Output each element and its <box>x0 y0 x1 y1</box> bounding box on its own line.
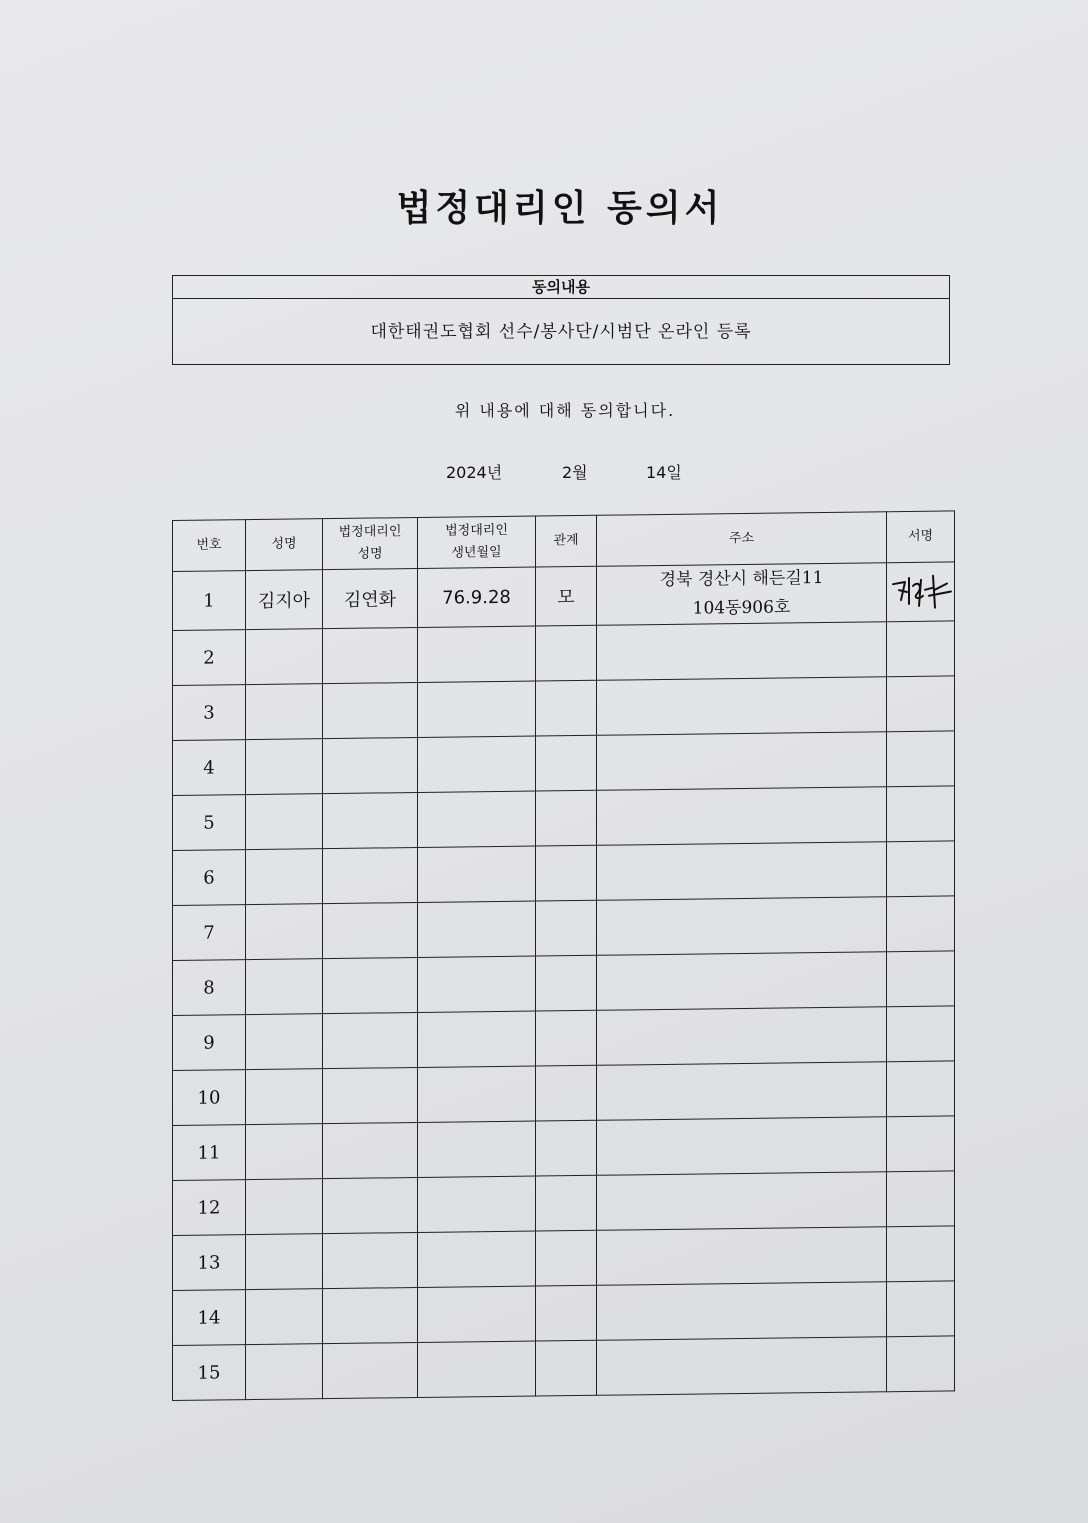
header-guardian-name-line2: 성명 <box>357 546 383 562</box>
cell-guardian-birth <box>418 846 536 902</box>
cell-relation <box>536 1230 597 1286</box>
cell-guardian-birth <box>418 736 536 792</box>
consent-box <box>172 275 950 365</box>
cell-address <box>597 952 887 1011</box>
table-row <box>173 676 955 741</box>
agree-statement: 위 내용에 대해 동의합니다. <box>454 401 676 420</box>
address-line1 <box>597 1364 886 1368</box>
address-line1 <box>597 1034 886 1038</box>
cell-no: 4 <box>173 740 246 796</box>
cell-guardian-birth <box>418 1286 536 1342</box>
cell-guardian-name <box>323 1013 418 1069</box>
cell-no: 14 <box>173 1290 246 1346</box>
cell-guardian-birth <box>418 681 536 737</box>
cell-guardian-birth: 76.9.28 <box>418 567 536 627</box>
cell-name <box>246 1124 323 1180</box>
table-row <box>173 562 955 631</box>
cell-name <box>246 629 323 685</box>
cell-guardian-name <box>323 848 418 904</box>
cell-address <box>597 1062 887 1121</box>
header-guardian-birth-line2: 생년월일 <box>451 544 502 561</box>
cell-address <box>597 1172 887 1231</box>
cell-no: 6 <box>173 850 246 906</box>
cell-address <box>597 897 887 956</box>
cell-guardian-name <box>323 1233 418 1289</box>
address-line2 <box>597 649 886 653</box>
cell-name: 김지아 <box>246 570 323 630</box>
cell-relation <box>536 1175 597 1231</box>
cell-address <box>597 842 887 901</box>
cell-name <box>246 739 323 795</box>
cell-signature <box>887 786 955 842</box>
header-address: 주소 <box>597 512 887 567</box>
header-relation: 관계 <box>536 515 597 567</box>
cell-address <box>597 563 887 626</box>
cell-guardian-name <box>323 1068 418 1124</box>
date-day: 14일 <box>646 463 682 482</box>
address-line1 <box>597 1254 886 1258</box>
cell-guardian-name <box>323 903 418 959</box>
cell-relation <box>536 845 597 901</box>
address-line2 <box>597 1199 886 1203</box>
address-line2 <box>597 924 886 928</box>
cell-no: 2 <box>173 630 246 686</box>
cell-relation <box>536 1065 597 1121</box>
guardian-table <box>172 510 955 1401</box>
cell-signature <box>887 1226 955 1282</box>
cell-no: 10 <box>173 1070 246 1126</box>
cell-no: 7 <box>173 905 246 961</box>
cell-guardian-birth <box>418 1066 536 1122</box>
cell-name <box>246 1179 323 1235</box>
cell-guardian-name: 김연화 <box>323 569 418 629</box>
cell-address <box>597 1227 887 1286</box>
cell-relation: 모 <box>536 566 597 626</box>
cell-signature <box>887 841 955 897</box>
cell-guardian-name <box>323 793 418 849</box>
cell-address <box>597 1282 887 1341</box>
address-line1 <box>597 704 886 708</box>
table-row <box>173 1061 955 1126</box>
address-line2: 104동906호 <box>692 597 791 619</box>
cell-name <box>246 684 323 740</box>
cell-guardian-name <box>323 1178 418 1234</box>
address-line1 <box>597 649 886 653</box>
table-row <box>173 1281 955 1346</box>
cell-relation <box>536 790 597 846</box>
consent-header: 동의내용 <box>173 276 949 299</box>
address-line2 <box>597 1034 886 1038</box>
table-row <box>173 786 955 851</box>
address-line1 <box>597 979 886 983</box>
address-line1 <box>597 1309 886 1313</box>
cell-relation <box>536 1340 597 1396</box>
cell-relation <box>536 680 597 736</box>
cell-relation <box>536 955 597 1011</box>
header-guardian-name-line1: 법정대리인 <box>338 524 402 540</box>
cell-guardian-name <box>323 738 418 794</box>
address-line1 <box>597 924 886 928</box>
cell-guardian-birth <box>418 1341 536 1397</box>
address-line1 <box>597 869 886 873</box>
cell-signature <box>887 1061 955 1117</box>
cell-signature <box>887 951 955 1007</box>
table-row <box>173 1226 955 1291</box>
cell-no: 12 <box>173 1180 246 1236</box>
address-line1 <box>597 814 886 818</box>
consent-body: 대한태권도협회 선수/봉사단/시범단 온라인 등록 <box>370 322 752 342</box>
address-line2 <box>597 979 886 983</box>
address-line2 <box>597 1254 886 1258</box>
table-row <box>173 1116 955 1181</box>
cell-name <box>246 794 323 850</box>
cell-no: 5 <box>173 795 246 851</box>
address-line2 <box>597 814 886 818</box>
header-guardian-birth-line1: 법정대리인 <box>445 522 508 539</box>
cell-guardian-name <box>323 958 418 1014</box>
cell-guardian-birth <box>418 1121 536 1177</box>
cell-name <box>246 1289 323 1345</box>
table-row <box>173 621 955 686</box>
cell-guardian-birth <box>418 956 536 1012</box>
cell-signature <box>887 562 955 622</box>
cell-relation <box>536 735 597 791</box>
address-line2 <box>597 869 886 873</box>
cell-guardian-birth <box>418 626 536 682</box>
cell-name <box>246 1344 323 1400</box>
address-line2 <box>597 1089 886 1093</box>
cell-no: 1 <box>173 571 246 631</box>
cell-relation <box>536 1285 597 1341</box>
cell-no: 11 <box>173 1125 246 1181</box>
cell-no: 9 <box>173 1015 246 1071</box>
header-name: 성명 <box>246 519 323 571</box>
cell-signature <box>887 1281 955 1337</box>
cell-no: 15 <box>173 1345 246 1401</box>
cell-signature <box>887 1336 955 1392</box>
cell-name <box>246 1069 323 1125</box>
date-year: 2024년 <box>446 463 503 482</box>
cell-guardian-name <box>323 1288 418 1344</box>
header-signature: 서명 <box>887 511 955 563</box>
cell-relation <box>536 625 597 681</box>
table-row <box>173 1171 955 1236</box>
cell-no: 3 <box>173 685 246 741</box>
date-month: 2월 <box>562 463 588 482</box>
cell-guardian-birth <box>418 1176 536 1232</box>
cell-signature <box>887 731 955 787</box>
header-no: 번호 <box>173 520 246 572</box>
cell-guardian-birth <box>418 791 536 847</box>
cell-name <box>246 849 323 905</box>
cell-name <box>246 959 323 1015</box>
cell-address <box>597 677 887 736</box>
address-line1 <box>597 1089 886 1093</box>
document-title: 법정대리인 동의서 <box>396 188 724 229</box>
cell-address <box>597 1117 887 1176</box>
cell-signature <box>887 1171 955 1227</box>
table-row <box>173 731 955 796</box>
table-row <box>173 951 955 1016</box>
cell-guardian-name <box>323 683 418 739</box>
header-guardian-birth <box>418 516 536 568</box>
cell-guardian-name <box>323 628 418 684</box>
address-line2 <box>597 1364 886 1368</box>
header-guardian-name <box>323 518 418 570</box>
cell-relation <box>536 900 597 956</box>
address-line2 <box>597 1144 886 1148</box>
cell-signature <box>887 1116 955 1172</box>
table-body <box>173 562 955 1401</box>
cell-guardian-birth <box>418 1011 536 1067</box>
address-line1 <box>597 1144 886 1148</box>
cell-signature <box>887 896 955 952</box>
address-line2 <box>597 1309 886 1313</box>
handwritten-signature <box>889 569 953 614</box>
cell-guardian-name <box>323 1343 418 1399</box>
cell-address <box>597 732 887 791</box>
address-line1 <box>597 759 886 763</box>
cell-name <box>246 1014 323 1070</box>
address-line2 <box>597 704 886 708</box>
cell-guardian-birth <box>418 1231 536 1287</box>
cell-relation <box>536 1010 597 1066</box>
cell-no: 8 <box>173 960 246 1016</box>
cell-signature <box>887 676 955 732</box>
cell-address <box>597 1337 887 1396</box>
cell-address <box>597 787 887 846</box>
cell-no: 13 <box>173 1235 246 1291</box>
address-line1: 경북 경산시 해든길11 <box>659 568 824 591</box>
cell-signature <box>887 621 955 677</box>
table-row <box>173 896 955 961</box>
table-row <box>173 841 955 906</box>
table-row <box>173 1006 955 1071</box>
cell-guardian-birth <box>418 901 536 957</box>
cell-name <box>246 1234 323 1290</box>
cell-guardian-name <box>323 1123 418 1179</box>
cell-address <box>597 1007 887 1066</box>
table-row <box>173 1336 955 1401</box>
address-line1 <box>597 1199 886 1203</box>
cell-relation <box>536 1120 597 1176</box>
cell-name <box>246 904 323 960</box>
cell-signature <box>887 1006 955 1062</box>
address-line2 <box>597 759 886 763</box>
cell-address <box>597 622 887 681</box>
